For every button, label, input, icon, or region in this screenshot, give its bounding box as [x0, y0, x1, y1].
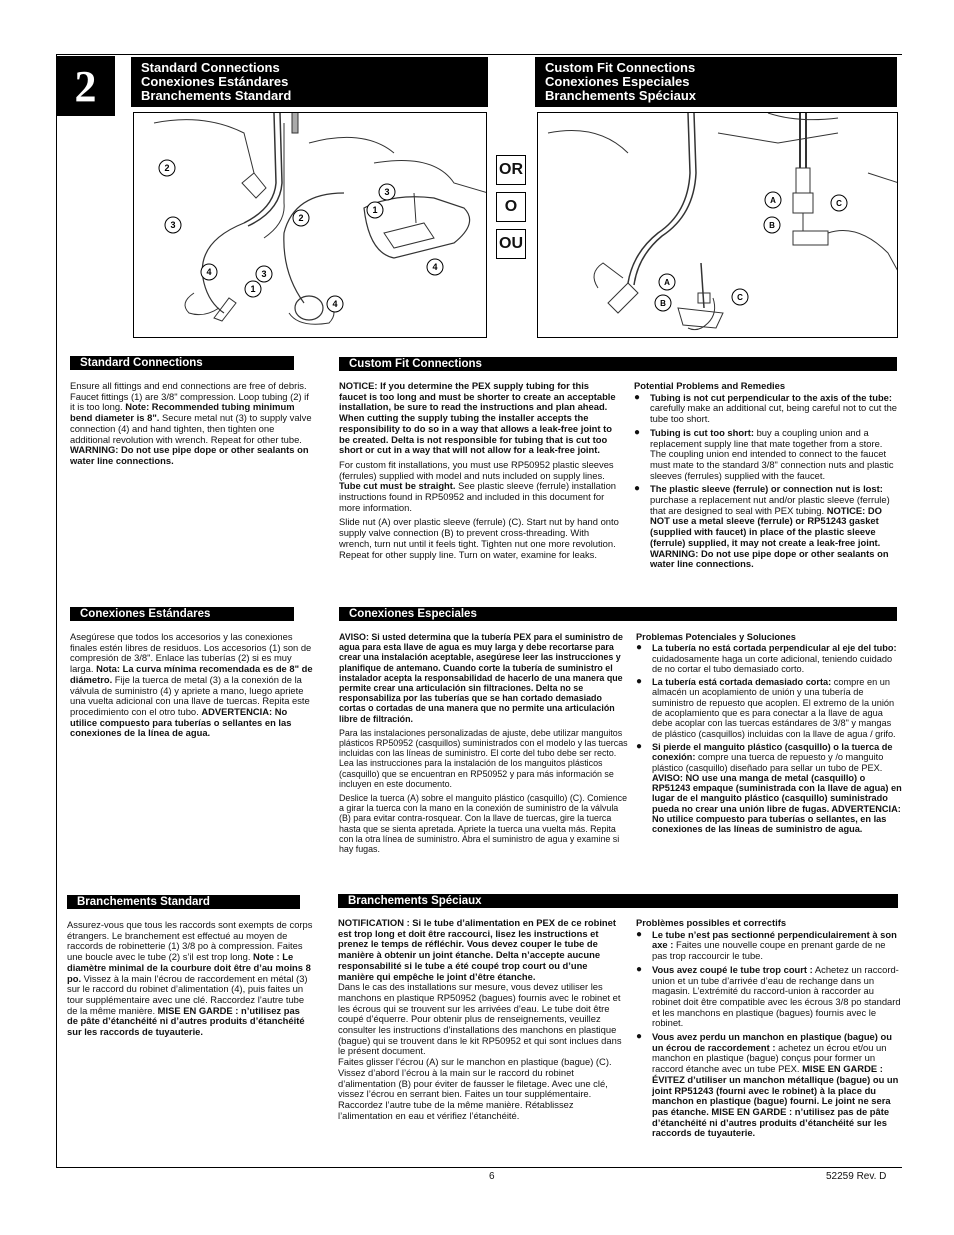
callout-B-top	[764, 217, 780, 233]
problem-item: ● Vous avez perdu un manchon en plastique (bague) ou un écrou de raccordement : achetez un écrou et/ou un manchon en plastique (bague) conçus pour former un raccord étanche avec un tube PEX. MISE EN GARDE : ÉVITEZ d’utiliser un manchon métallique (bague) ou un joint RP51243 (fourni avec le robinet) à la place du manchon en plastique (bague) fourni. Le joint ne sera pas étanche. MISE EN GARDE : n’utilisez pas de pâte d’étanchéité ni d’autres produits d’étanchéité sur les raccords de tuyauterie.	[636, 1032, 902, 1139]
svg-text:4: 4	[432, 262, 438, 272]
or-label-fr: OU	[496, 229, 526, 259]
callout-B-bottom	[655, 295, 671, 311]
callout-4b	[427, 259, 443, 275]
header-line-en: Standard Connections	[141, 60, 280, 75]
section-title-standard-fr: Branchements Standard	[67, 895, 300, 909]
svg-text:C: C	[737, 293, 743, 302]
callout-A-top	[765, 192, 781, 208]
document-revision: 52259 Rev. D	[826, 1171, 887, 1182]
svg-text:2: 2	[298, 213, 304, 223]
section-title-custom-es: Conexiones Especiales	[339, 607, 897, 621]
callout-4c	[327, 296, 343, 312]
section-title-standard-en: Standard Connections	[70, 356, 294, 370]
standard-body-fr: Assurez-vous que tous les raccords sont exempts de corps étrangers. Le branchement est effectué au moyen de raccords de robinetterie (1) 3/8 po à compression. Faites une boucle avec le tube (2) s’il est trop long. Note : Le diamètre minimal de la courbure doit être d’au moins 8 po. Vissez à la main l’écrou de raccordement en métal (3) sur le raccord du robinet d’alimentation (4), puis faites un tour supplémentaire avec une clé. Raccordez l’autre tube de la même manière. MISE EN GARDE : n’utilisez pas de pâte d’étanchéité ni d’autres produits d’étanchéité sur les raccords de tuyauterie.	[67, 919, 313, 1038]
custom-fit-header	[535, 57, 897, 107]
frame-top-rule	[56, 54, 902, 55]
svg-text:1: 1	[372, 205, 378, 215]
section-title-standard-es: Conexiones Estándares	[70, 607, 294, 621]
svg-text:A: A	[664, 278, 670, 287]
problems-fr: Problèmes possibles et correctifs ● Le tube n’est pas sectionné perpendiculairement à son axe : Faites une nouvelle coupe en prenant garde de ne pas trop raccourcir le tube. ● Vous avez coupé le tube trop court : Achetez un raccord-union et un tube d’arrivée d’eau de rechange dans un magasin. L’extrémité du raccord-union à raccorder au robinet doit être compatible avec les écrous 3/8 po standard et les manchons en plastique (bagues) fournis avec le robinet. ● Vous avez perdu un manchon en plastique (bague) ou un écrou de raccordement : achetez un écrou et/ou un manchon en plastique (bague) conçus pour former un raccord étanche avec un tube PEX. MISE EN GARDE : ÉVITEZ d’utiliser un manchon métallique (bague) ou un joint RP51243 (fourni avec le robinet) à la place du manchon en plastique (bague) fourni. Le joint ne sera pas étanche. MISE EN GARDE : n’utilisez pas de pâte d’étanchéité ni d’autres produits d’étanchéité sur les raccords de tuyauterie.	[636, 918, 902, 1142]
frame-bottom-rule	[56, 1167, 902, 1168]
page-number: 6	[489, 1171, 495, 1182]
or-label-es: O	[496, 192, 526, 222]
problem-item: ● Tubing is cut too short: buy a coupling union and a replacement supply line that mate together from a store. The coupling union end intended to connect to the faucet must mate to the standard 3/8" connection nuts and plastic sleeves (ferrules) supplied with the faucet.	[634, 428, 900, 482]
problem-item: ● Le tube n’est pas sectionné perpendiculairement à son axe : Faites une nouvelle coupe en prenant garde de ne pas trop raccourcir le tube.	[636, 930, 902, 962]
svg-text:C: C	[836, 199, 842, 208]
problem-item: ● La tubería está cortada demasiado corta: compre en un almacén un acoplamiento de unión y una tubería de suministro de repuesto que acoplen. El extremo de la unión de acoplamiento que es para conectar a la llave de agua debe acoplar con las tuercas estándares de 3/8" y mangas de plástico (casquillos) incluidas con la llave de agua / grifo.	[636, 677, 902, 739]
svg-text:4: 4	[206, 267, 212, 277]
callout-A-bottom	[659, 274, 675, 290]
svg-text:3: 3	[170, 220, 176, 230]
svg-text:A: A	[770, 196, 776, 205]
svg-text:B: B	[769, 221, 775, 230]
custom-body-es: AVISO: Si usted determina que la tubería PEX para el suministro de agua para esta llave de agua es muy larga y debe recortarse para crear una instalación aceptable, asegúrese leer las instrucciones y planifique de antemano. Cuando corte la tubería de suministro el instalador acepta la responsabilidad de hacerlo de una manera que permite crear una articulación sin filtraciones. Delta no se responsabiliza por las tuberías que se han cortado demasiado cortas o cortadas de una manera que no permite una articulación libre de filtración. Para las instalaciones personalizadas de ajuste, debe utilizar manguitos plásticos RP50952 (casquillos) suministrados con el modelo y las tuercas incluidas con las líneas de suministro. El corte del tubo debe ser recto. Lea las instrucciones para la instalación de los manguitos plásticos (casquillo) que se encuentran en RP50952 y para más información se incluyen en este documento. Deslice la tuerca (A) sobre el manguito plástico (casquillo) (C). Comience a girar la tuerca con la mano en la conexión de suministro de la válvula (B) para evitar contra-rosquear. Con la llave de tuercas, gire la tuerca hasta que se sienta apretada. Apriete la tuerca una vuelta más. Repita con la otra línea de suministro. Abra el suministro de agua y examine si hay fugas.	[339, 632, 628, 855]
svg-text:B: B	[660, 299, 666, 308]
callout-4a	[201, 264, 217, 280]
problem-item: ● Vous avez coupé le tube trop court : Achetez un raccord-union et un tube d’arrivée d’eau de rechange dans un magasin. L’extrémité du raccord-union à raccorder au robinet doit être compatible avec les écrous 3/8 po standard et les manchons en plastique (bagues) fournis avec le robinet.	[636, 965, 902, 1029]
callout-2a	[159, 160, 175, 176]
standard-connections-header	[131, 57, 488, 107]
svg-text:1: 1	[250, 284, 256, 294]
callout-C-bottom	[732, 289, 748, 305]
callout-2b	[293, 210, 309, 226]
header-line-es: Conexiones Especiales	[545, 74, 690, 89]
or-label-en: OR	[496, 155, 526, 185]
custom-body-fr: NOTIFICATION : Si le tube d’alimentation en PEX de ce robinet est trop long et doit être raccourci, lisez les instructions et prenez le temps de réfléchir. Vous devez couper le tube de manière à obtenir un joint étanche. Delta n’accepte aucune responsabilité si le tube a été coupé trop court ou d’une manière qui empêche le joint d’être étanche. Dans le cas des installations sur mesure, vous devez utiliser les manchons en plastique RP50952 (bagues) fournis avec le robinet et les écrous qui se trouvent sur les arrivées d’eau. Le tube doit être coupé d’équerre. Pour obtenir plus de renseignements, veuillez consulter les instructions d’installations des manchons en plastique (bague) qui se trouvent dans le kit RP50952 et qui sont inclues dans le présent document. Faites glisser l’écrou (A) sur le manchon en plastique (bague) (C). Vissez d’abord l’écrou à la main sur le raccord du robinet d’alimentation (B) pour éviter de fausser le filetage. Avec une clé, vissez l’écrou en serrant bien. Faites un tour supplémentaire. Raccordez l’autre tube de la même manière. Rétablissez l’alimentation en eau et vérifiez l’étanchéité.	[338, 917, 622, 1121]
section-title-custom-en: Custom Fit Connections	[339, 357, 897, 371]
svg-text:3: 3	[384, 187, 390, 197]
svg-text:4: 4	[332, 299, 338, 309]
standard-body-es: Asegúrese que todos los accesorios y las conexiones finales estén libres de residuos. Los accesorios (1) son de compresión de 3/8". Enlace las tuberías (2) si es muy larga. Nota: La curva mínima recomendada es de 8" de diámetro. Fije la tuerca de metal (3) a la conexión de la válvula de suministro (4) y apriete a mano, luego apriete una vuelta adicional con una llave de tuercas. Repita este procedimiento con el otro tubo. ADVERTENCIA: No utilice compuesto para tuberías o sellantes en las conexiones de la línea de agua.	[70, 631, 313, 739]
header-line-fr: Branchements Standard	[141, 88, 292, 103]
problem-item: ● Tubing is not cut perpendicular to the axis of the tube: carefully make an additional cut, being careful not to cut the tube too short.	[634, 393, 900, 425]
header-line-es: Conexiones Estándares	[141, 74, 289, 89]
frame-left-rule	[56, 54, 57, 1168]
callout-3b	[379, 184, 395, 200]
standard-body-en: Ensure all fittings and end connections are free of debris. Faucet fittings (1) are 3/8" compression. Loop tubing (2) if it is too long. Note: Recommended tubing minimum bend diameter is 8". Secure metal nut (3) to supply valve connection (4) and hand tighten, then tighten one additional revolution with wrench. Repeat for other tube. WARNING: Do not use pipe dope or other sealants on water line connections.	[70, 380, 312, 466]
callout-1b	[245, 281, 261, 297]
callout-3c	[256, 266, 272, 282]
problem-item: ● Si pierde el manguito plástico (casquillo) o la tuerca de conexión: compre una tuerca de repuesto y /o manguito plástico (casquillo) diseñado para sellar un tubo de PEX. AVISO: NO use una manga de metal (casquillo) o RP51243 empaque (suministrada con la llave de agua) en lugar de el manguito plástico (casquillo) suministrado pueda no crear una unión libre de fugas. ADVERTENCIA: No utilice compuesto para tuberías o sellantes, en las conexiones de las líneas de suministro de agua.	[636, 742, 902, 835]
section-title-custom-fr: Branchements Spéciaux	[338, 894, 898, 908]
problem-item: ● La tubería no está cortada perpendicular al eje del tubo: cuidadosamente haga un corte adicional, teniendo cuidado de no cortar el tubo demasiado corto.	[636, 643, 902, 674]
header-line-en: Custom Fit Connections	[545, 60, 696, 75]
custom-callouts	[537, 112, 898, 338]
step-number: 2	[56, 56, 115, 116]
callout-C-top	[831, 195, 847, 211]
problems-en: Potential Problems and Remedies ● Tubing is not cut perpendicular to the axis of the tube: carefully make an additional cut, being careful not to cut the tube too short. ● Tubing is cut too short: buy a coupling union and a replacement supply line that mate together from a store. The coupling union end intended to connect to the faucet must mate to the standard 3/8" connection nuts and plastic sleeves (ferrules) supplied with the faucet. ● The plastic sleeve (ferrule) or connection nut is lost: purchase a replacement nut and/or plastic sleeve (ferrule) that are designed to seal with PEX tubing. NOTICE: DO NOT use a metal sleeve (ferrule) or RP51243 gasket (supplied with faucet) in place of the plastic sleeve (ferrule) supplied, it may not create a leak-free joint. WARNING: Do not use pipe dope or other sealants on water line connections.	[634, 381, 900, 573]
callout-1a	[367, 202, 383, 218]
svg-text:3: 3	[261, 269, 267, 279]
header-line-fr: Branchements Spéciaux	[545, 88, 697, 103]
custom-body-en: NOTICE: If you determine the PEX supply tubing for this faucet is too long and must be shorter to create an acceptable installation, be sure to read the instructions and plan ahead. When cutting the supply tubing the installer accepts the responsibility to do so in a way that allows a leak-free joint to be created. Delta is not responsible for tubing that is cut too short or cut in a way that will not allow for a leak-free joint. For custom fit installations, you must use RP50952 plastic sleeves (ferrules) supplied with model and nuts included on supply lines. Tube cut must be straight. See plastic sleeve (ferrule) installation instructions found in RP50952 and included in this document for more information. Slide nut (A) over plastic sleeve (ferrule) (C). Start nut by hand onto supply valve connection (B) to prevent cross-threading. With wrench, turn nut until it feels tight. Tighten nut one more revolution. Repeat for other supply line. Turn on water, examine for leaks.	[339, 380, 619, 560]
problems-es: Problemas Potenciales y Soluciones ● La tubería no está cortada perpendicular al eje del tubo: cuidadosamente haga un corte adicional, teniendo cuidado de no cortar el tubo demasiado corto. ● La tubería está cortada demasiado corta: compre en un almacén un acoplamiento de unión y una tubería de suministro de repuesto que acoplen. El extremo de la unión de acoplamiento que es para conectar a la llave de agua debe acoplar con las tuercas estándares de 3/8" y mangas de plástico (casquillos) incluidas con la llave de agua / grifo. ● Si pierde el manguito plástico (casquillo) o la tuerca de conexión: compre una tuerca de repuesto y /o manguito plástico (casquillo) diseñado para sellar un tubo de PEX. AVISO: NO use una manga de metal (casquillo) o RP51243 empaque (suministrada con la llave de agua) en lugar de el manguito plástico (casquillo) suministrado pueda no crear una unión libre de fugas. ADVERTENCIA: No utilice compuesto para tuberías o sellantes, en las conexiones de las líneas de suministro de agua.	[636, 632, 902, 838]
standard-callouts	[133, 112, 487, 338]
svg-text:2: 2	[164, 163, 170, 173]
problem-item: ● The plastic sleeve (ferrule) or connection nut is lost: purchase a replacement nut and/or plastic sleeve (ferrule) that are designed to seal with PEX tubing. NOTICE: DO NOT use a metal sleeve (ferrule) or RP51243 gasket (supplied with faucet) in place of the plastic sleeve (ferrule) supplied, it may not create a leak-free joint. WARNING: Do not use pipe dope or other sealants on water line connections.	[634, 484, 900, 570]
callout-3a	[165, 217, 181, 233]
